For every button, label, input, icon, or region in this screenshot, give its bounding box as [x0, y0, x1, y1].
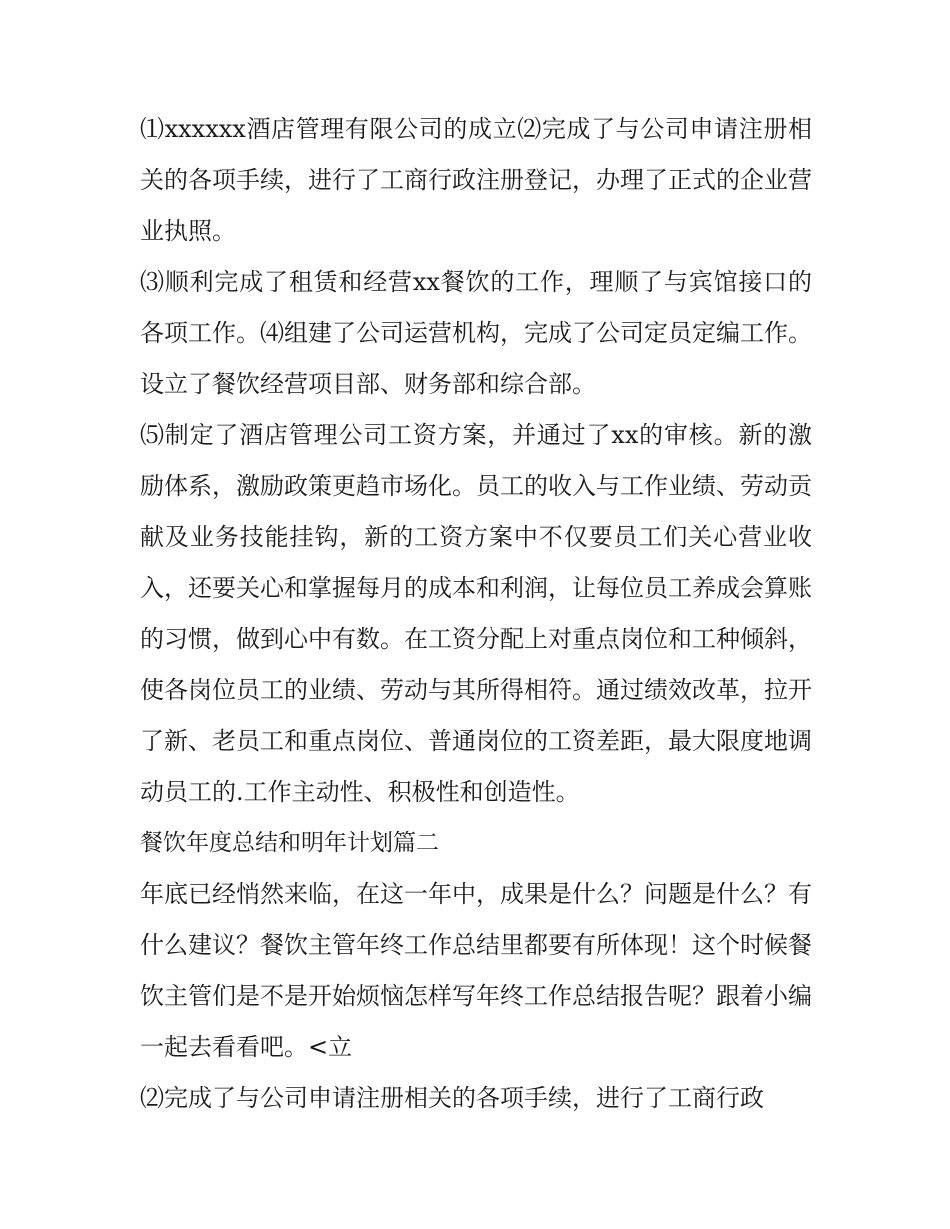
paragraph-lease-operation: ⑶顺利完成了租赁和经营xx餐饮的工作，理顺了与宾馆接口的各项工作。⑷组建了公司运营机构，完成了公司定员定编工作。设立了餐饮经营项目部、财务部和综合部。	[140, 268, 812, 398]
paragraph-intro: 年底已经悄然来临，在这一年中，成果是什么？问题是什么？有什么建议？餐饮主管年终工作总结里都要有所体现！这个时候餐饮主管们是不是开始烦恼怎样写年终工作总结报告呢？跟着小编一起去看看吧。<立	[140, 880, 812, 1061]
paragraph-company-founding: ⑴xxxxxx酒店管理有限公司的成立⑵完成了与公司申请注册相关的各项手续，进行了工商行政注册登记，办理了正式的企业营业执照。	[140, 115, 812, 245]
document-body	[140, 104, 812, 1124]
paragraph-registration: ⑵完成了与公司申请注册相关的各项手续，进行了工商行政	[140, 1084, 764, 1112]
section-heading: 餐饮年度总结和明年计划篇二	[140, 830, 439, 856]
paragraph-salary-plan: ⑸制定了酒店管理公司工资方案，并通过了xx的审核。新的激励体系，激励政策更趋市场化。员工的收入与工作业绩、劳动贡献及业务技能挂钩，新的工资方案中不仅要员工们关心营业收入，还要关心和掌握每月的成本和利润，让每位员工养成会算账的习惯，做到心中有数。在工资分配上对重点岗位和工种倾斜，使各岗位员工的业绩、劳动与其所得相符。通过绩效改革，拉开了新、老员工和重点岗位、普通岗位的工资差距，最大限度地调动员工的.工作主动性、积极性和创造性。	[140, 421, 812, 806]
